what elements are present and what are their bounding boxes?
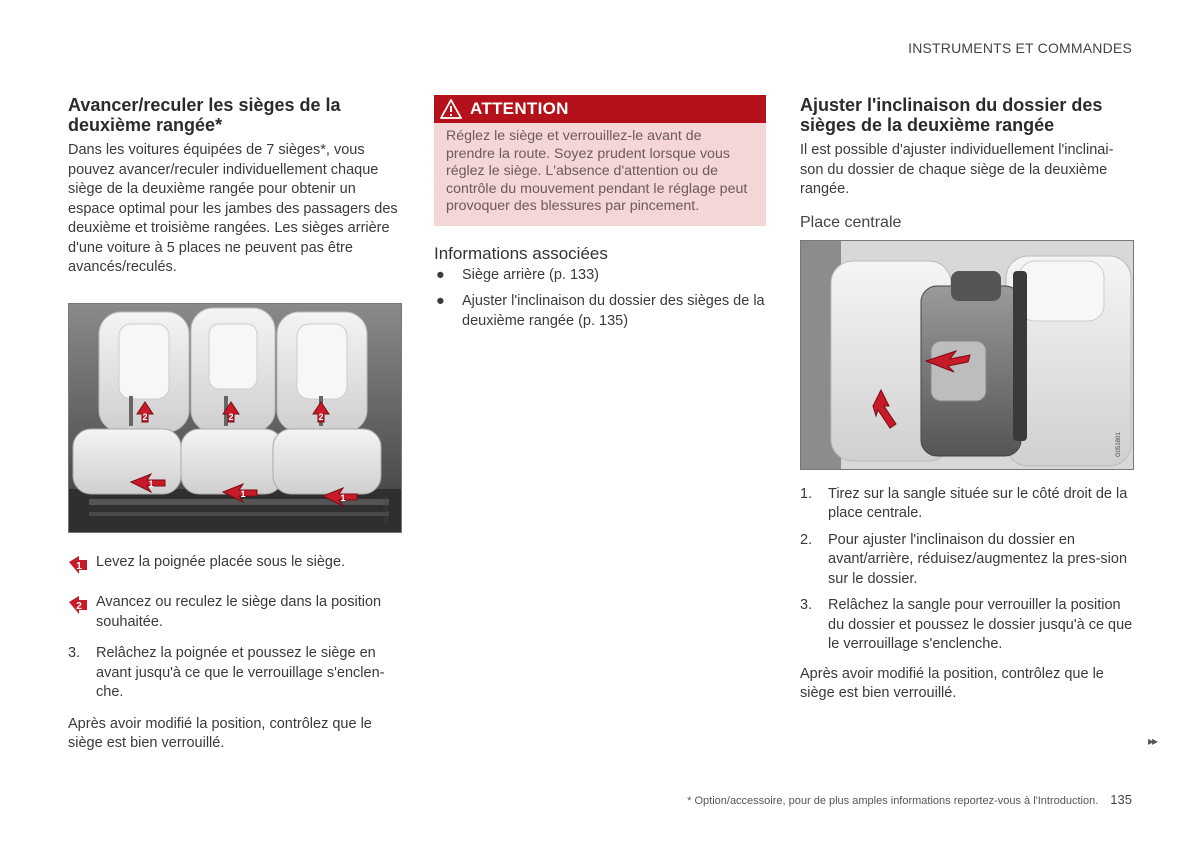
warning-title: ATTENTION xyxy=(470,99,569,118)
backrest-step-3-marker: 3. xyxy=(800,597,813,613)
numbered-arrow-icon xyxy=(68,555,88,575)
step-1-text: Levez la poignée placée sous le siège. xyxy=(96,553,346,570)
figure-code: G051801 xyxy=(1116,431,1122,457)
backrest-step-2-marker: 2. xyxy=(800,531,813,548)
related-item[interactable] xyxy=(434,266,766,286)
warning-triangle-icon xyxy=(440,99,462,119)
second-row-seats-illustration xyxy=(68,303,402,533)
figure-badge-number: 2 xyxy=(318,411,324,422)
page-number: 135 xyxy=(1110,792,1132,807)
step-3-marker: 3. xyxy=(68,645,81,661)
step-2-marker xyxy=(68,593,96,622)
center-seat-drawing xyxy=(801,241,1134,470)
footnote: * Option/accessoire, pour de plus amples informations reportez-vous à l'Introduction. xyxy=(687,795,1099,807)
column-warning xyxy=(434,95,766,338)
related-item-text: Siège arrière (p. 133) xyxy=(462,266,600,283)
backrest-intro: Il est possible d'ajuster individuellement l'inclinai-son du dossier de chaque siège de la deuxième rangée. xyxy=(800,142,1114,197)
warning-header xyxy=(434,95,766,123)
figure-badge-number: 1 xyxy=(148,478,154,489)
page-footer xyxy=(687,792,1132,807)
step-3 xyxy=(68,644,402,703)
step-1 xyxy=(68,553,402,582)
backrest-step-1-marker: 1. xyxy=(800,485,813,502)
center-seat-illustration xyxy=(800,240,1134,470)
column-seat-slide xyxy=(68,95,402,754)
related-item[interactable] xyxy=(434,292,766,331)
seat-slide-intro: Dans les voitures équipées de 7 sièges*, vous pouvez avancer/reculer individuellement chaque siège de la deuxième rangée pour obtenir un espace optimal pour les jambes des passagers des deuxième et troisième rangées. Les sièges arrière d'une voiture à 5 places ne peuvent pas être avancés/reculés. xyxy=(68,142,398,275)
figure-code: G051800 xyxy=(384,496,390,522)
bullet-icon: ● xyxy=(436,293,445,309)
section-header: INSTRUMENTS ET COMMANDES xyxy=(908,40,1132,56)
step-1-marker xyxy=(68,553,96,582)
step-1-badge xyxy=(68,555,88,575)
double-chevron-right-icon: ▸▸ xyxy=(1148,734,1157,748)
backrest-step-2-text: Pour ajuster l'inclinaison du dossier en avant/arrière, réduisez/augmentez la pres-sion sur le dossier. xyxy=(828,531,1128,587)
step-2-badge xyxy=(68,595,88,615)
step-2-text: Avancez ou reculez le siège dans la position souhaitée. xyxy=(96,594,382,630)
warning-text: Réglez le siège et verrouillez-le avant de prendre la route. Soyez prudent lorsque vous réglez le siège. L'absence d'attention ou de contrôle du mouvement pendant le réglage peut provoquer des blessures par pincement. xyxy=(446,128,748,214)
step-1-badge-number: 1 xyxy=(76,560,82,572)
section-title-backrest: Ajuster l'inclinaison du dossier des sièges de la deuxième rangée xyxy=(800,95,1103,135)
backrest-outro: Après avoir modifié la position, contrôlez que le siège est bien verrouillé. xyxy=(800,665,1104,701)
seat-slide-outro: Après avoir modifié la position, contrôlez que le siège est bien verrouillé. xyxy=(68,715,372,751)
related-info-list xyxy=(434,266,766,332)
seats-drawing xyxy=(69,304,402,533)
seat-slide-steps xyxy=(68,553,402,703)
step-3-text: Relâchez la poignée et poussez le siège en avant jusqu'à ce que le verrouillage s'enclen-che. xyxy=(96,645,385,700)
figure-badge-number: 2 xyxy=(142,411,148,422)
subsection-title-center-seat: Place centrale xyxy=(800,213,902,231)
figure-badge-number: 2 xyxy=(228,411,234,422)
related-item-text: Ajuster l'inclinaison du dossier des sièges de la deuxième rangée (p. 135) xyxy=(462,293,765,329)
warning-box xyxy=(434,95,766,226)
step-2 xyxy=(68,593,402,632)
backrest-step-3-text: Relâchez la sangle pour verrouiller la position du dossier et poussez le dossier jusqu'à ce que le verrouillage s'enclenche. xyxy=(828,597,1133,652)
backrest-step-3 xyxy=(800,596,1134,655)
related-info-title: Informations associées xyxy=(434,243,608,263)
section-title-seat-slide: Avancer/reculer les sièges de la deuxième rangée* xyxy=(68,95,341,135)
numbered-arrow-icon xyxy=(68,595,88,615)
bullet-icon: ● xyxy=(436,266,445,283)
figure-badge-number: 1 xyxy=(340,492,346,503)
backrest-step-1-text: Tirez sur la sangle située sur le côté droit de la place centrale. xyxy=(828,485,1128,521)
step-2-badge-number: 2 xyxy=(76,601,82,612)
figure-badge-number: 1 xyxy=(240,488,246,499)
column-backrest xyxy=(800,95,1134,704)
backrest-steps xyxy=(800,485,1134,655)
backrest-step-2 xyxy=(800,531,1134,590)
backrest-step-1 xyxy=(800,485,1134,524)
